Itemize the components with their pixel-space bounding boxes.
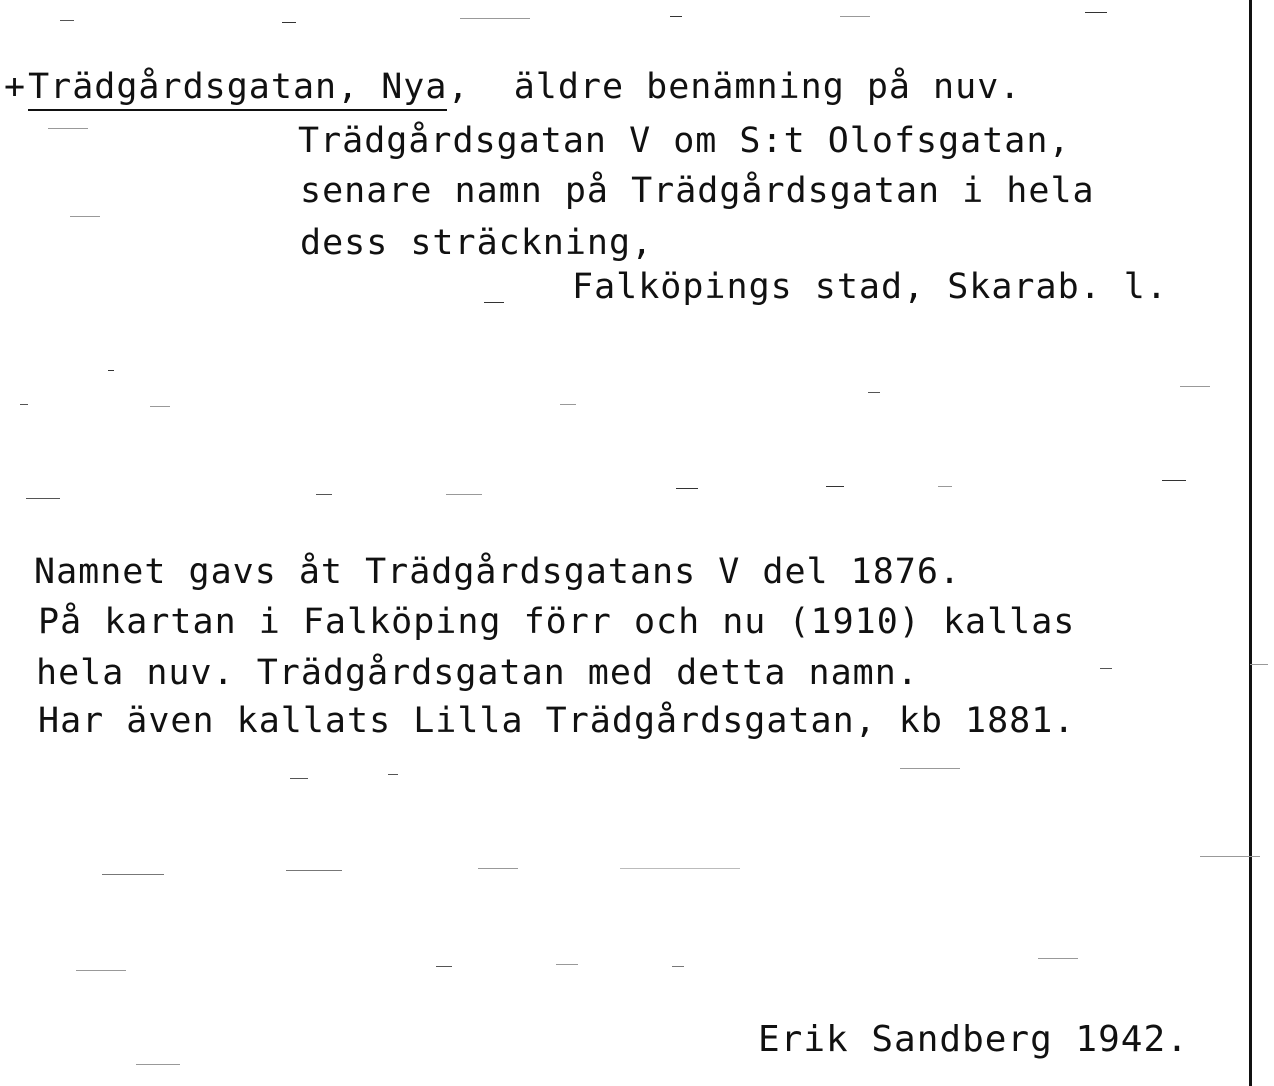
- scan-speck: [20, 404, 28, 405]
- scan-speck: [1085, 12, 1107, 13]
- scan-speck: [484, 302, 504, 303]
- scan-speck: [1180, 386, 1210, 387]
- scan-speck: [102, 874, 164, 875]
- entry-marker: +: [4, 67, 27, 107]
- scan-speck: [1162, 480, 1186, 481]
- scan-speck: [48, 128, 88, 129]
- scan-speck: [1100, 668, 1112, 669]
- entry-description-first: äldre benämning på nuv.: [513, 67, 1022, 107]
- signature: Erik Sandberg 1942.: [758, 1019, 1189, 1060]
- scan-speck: [620, 868, 740, 869]
- scan-speck: [1250, 664, 1268, 665]
- note-line-1: Namnet gavs åt Trädgårdsgatans V del 1876.: [34, 552, 962, 592]
- scan-speck: [150, 406, 170, 407]
- scan-speck: [108, 370, 114, 371]
- scan-speck: [938, 486, 952, 487]
- scan-speck: [556, 964, 578, 965]
- scan-speck: [840, 16, 870, 17]
- scan-speck: [70, 216, 100, 217]
- card-edge-line: [1249, 0, 1252, 1086]
- scan-speck: [286, 870, 342, 871]
- scan-speck: [1038, 958, 1078, 959]
- description-line-2: senare namn på Trädgårdsgatan i hela: [300, 171, 1095, 211]
- entry-name: Trädgårdsgatan, Nya: [28, 67, 447, 111]
- scan-speck: [136, 1064, 180, 1065]
- location-line: Falköpings stad, Skarab. l.: [572, 267, 1168, 307]
- description-line-3: dess sträckning,: [300, 223, 654, 263]
- description-line-1: Trädgårdsgatan V om S:t Olofsgatan,: [298, 121, 1071, 161]
- note-line-2: På kartan i Falköping förr och nu (1910) kallas: [38, 602, 1076, 642]
- scan-speck: [868, 392, 880, 393]
- scan-speck: [900, 768, 960, 769]
- scan-speck: [76, 970, 126, 971]
- entry-heading: [4, 66, 1021, 108]
- scan-speck: [670, 16, 682, 17]
- scan-speck: [316, 494, 332, 495]
- scan-speck: [282, 22, 296, 23]
- entry-separator: ,: [447, 67, 470, 107]
- scan-speck: [560, 404, 576, 405]
- scan-speck: [460, 18, 530, 19]
- scan-speck: [26, 498, 60, 499]
- scan-speck: [446, 494, 482, 495]
- note-line-3: hela nuv. Trädgårdsgatan med detta namn.: [36, 653, 919, 693]
- scan-speck: [290, 778, 308, 779]
- scan-speck: [826, 486, 844, 487]
- scan-speck: [388, 774, 398, 775]
- scan-speck: [478, 868, 518, 869]
- scan-speck: [676, 488, 698, 489]
- scan-speck: [1200, 856, 1260, 857]
- scan-speck: [436, 966, 452, 967]
- scan-speck: [60, 20, 74, 21]
- note-line-4: Har även kallats Lilla Trädgårdsgatan, kb 1881.: [38, 701, 1076, 741]
- scan-speck: [672, 966, 684, 967]
